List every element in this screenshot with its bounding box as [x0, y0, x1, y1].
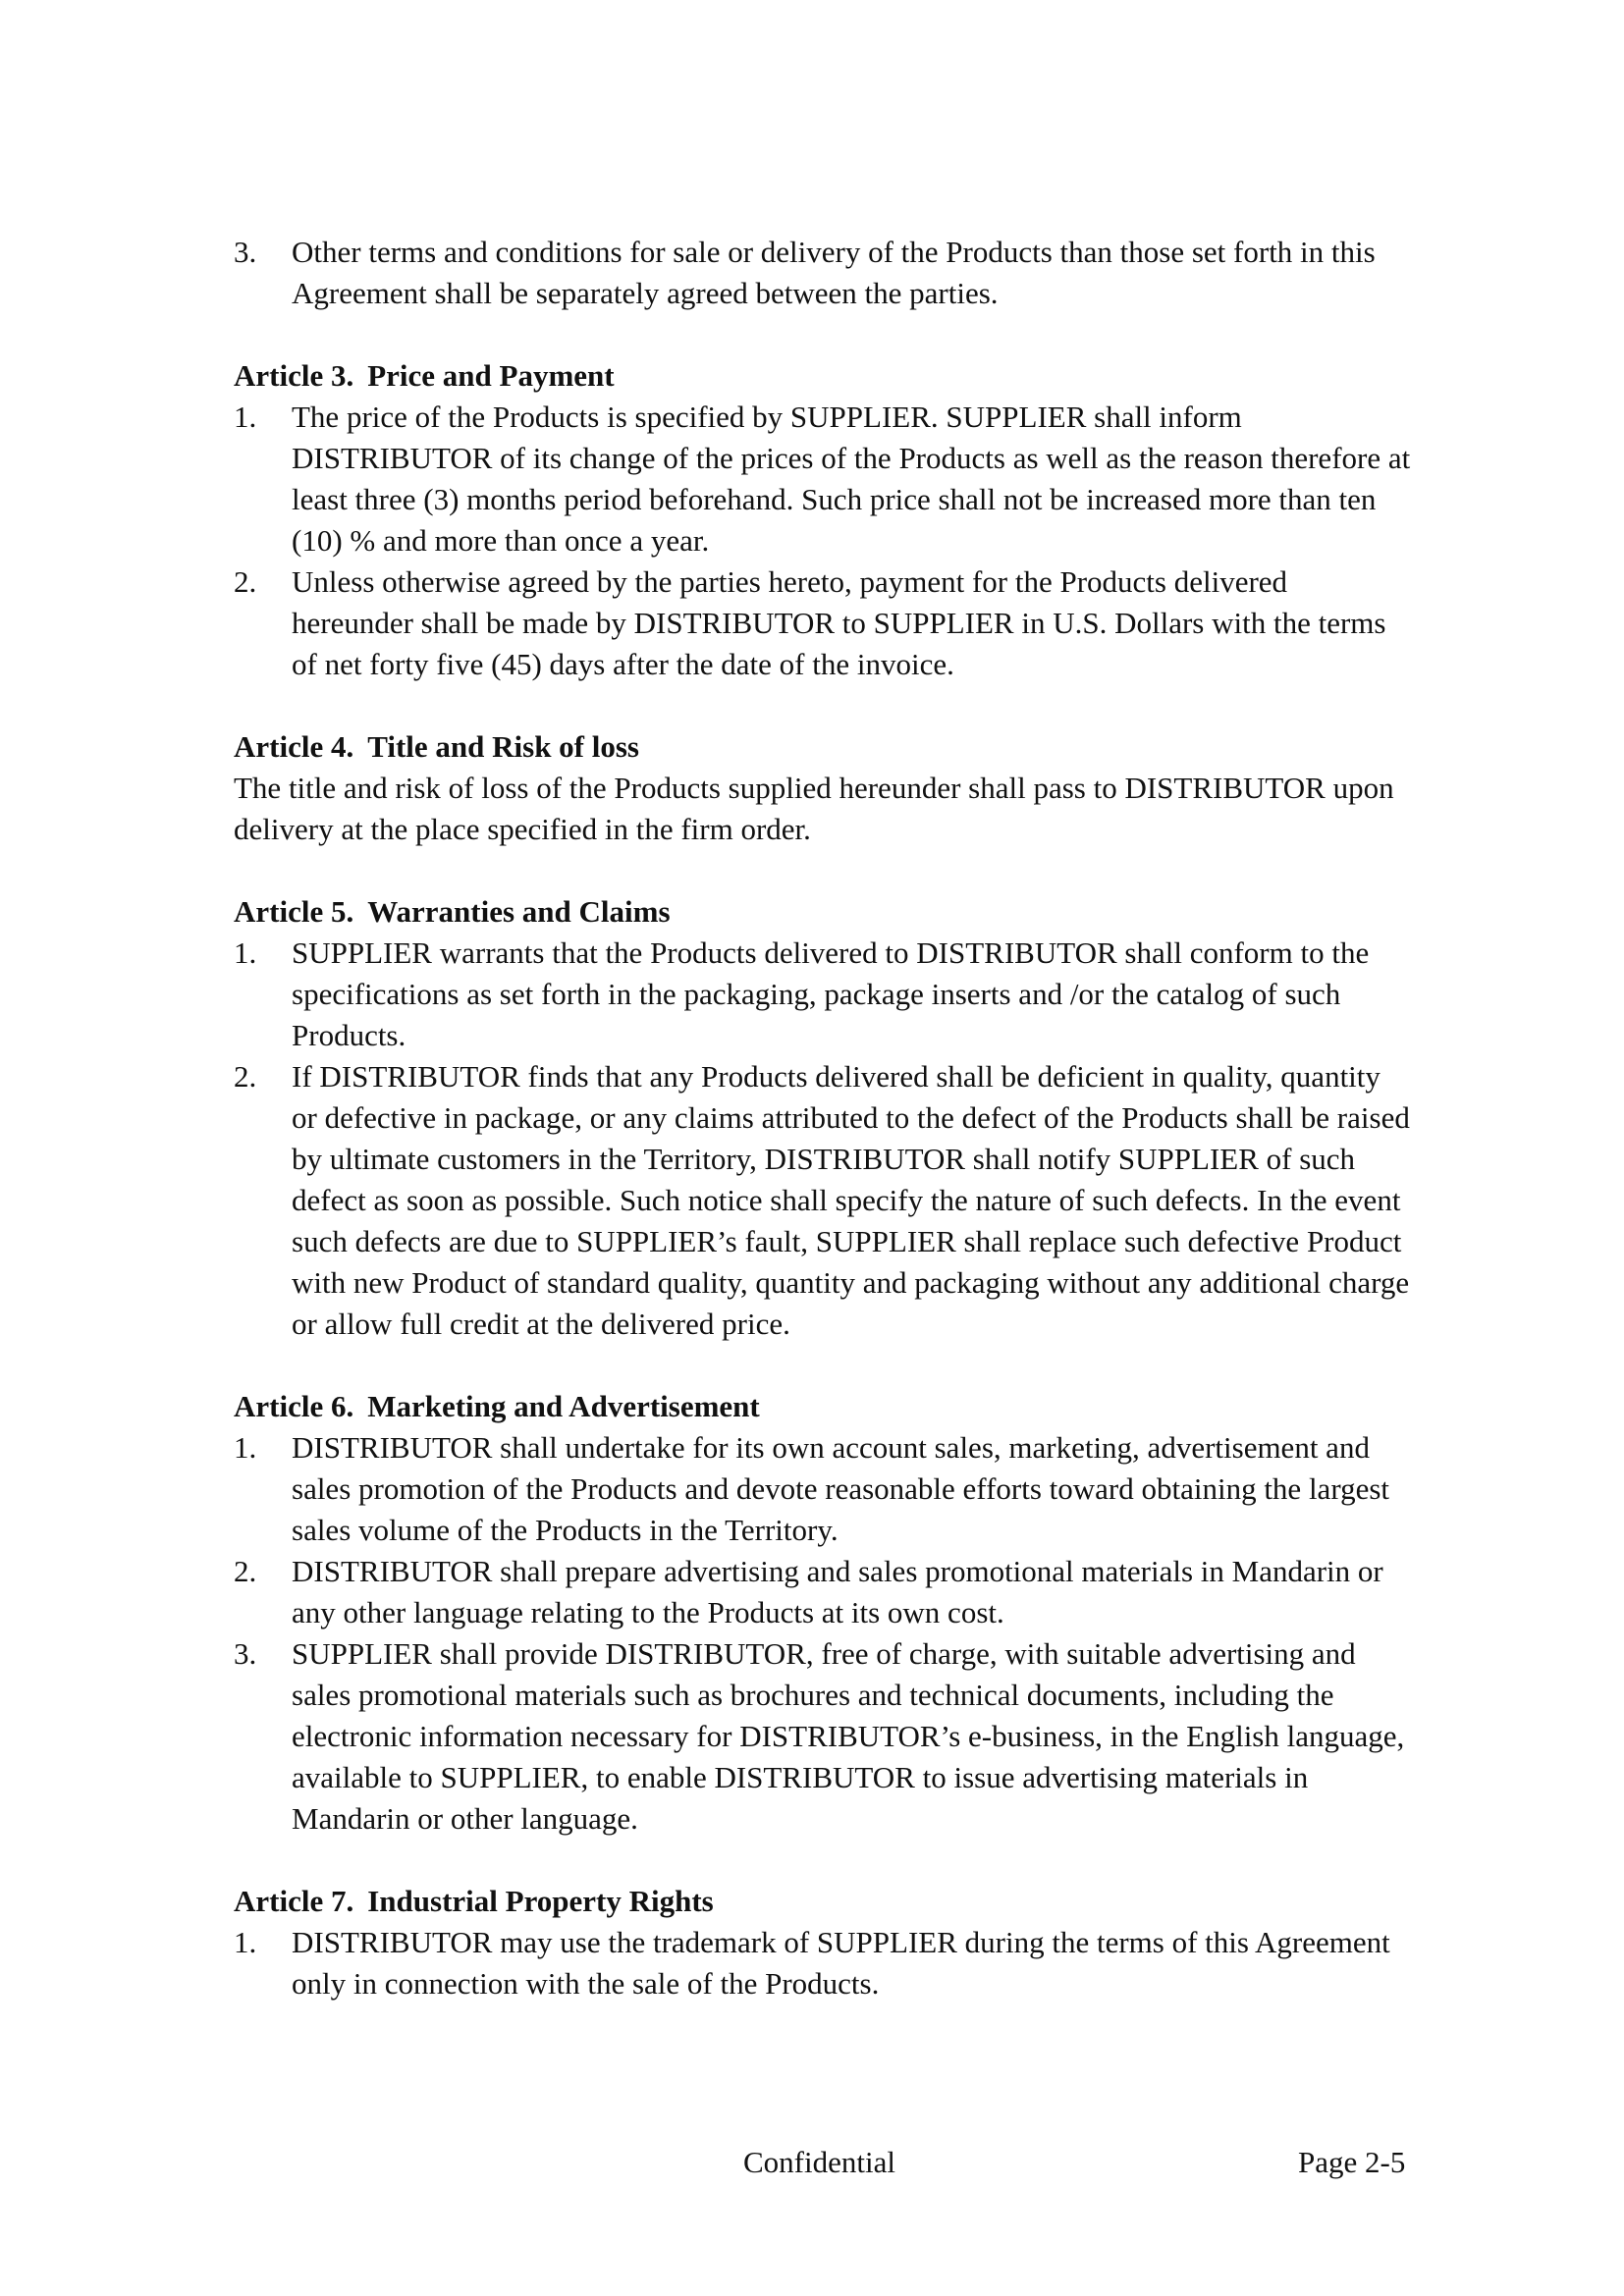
list-item — [234, 561, 1412, 685]
list-item-text: DISTRIBUTOR may use the trademark of SUPPLIER during the terms of this Agreement only in connection with the sale of the Products. — [292, 1925, 1390, 2001]
list-item-text: DISTRIBUTOR shall prepare advertising and sales promotional materials in Mandarin or any other language relating to the Products at its own cost. — [292, 1554, 1383, 1629]
list-item-number: 1. — [234, 400, 257, 434]
list-item-number: 1. — [234, 1925, 257, 1959]
list-item-number: 3. — [234, 1636, 257, 1671]
list-item-number: 2. — [234, 1554, 257, 1588]
list-item-text: Other terms and conditions for sale or delivery of the Products than those set forth in this Agreement shall be separately agreed between the parties. — [292, 235, 1376, 310]
article-number: Article 6. — [234, 1389, 354, 1423]
list-item-text: DISTRIBUTOR shall undertake for its own account sales, marketing, advertisement and sales promotion of the Products and devote reasonable efforts toward obtaining the largest sales volume of the Products in the Territory. — [292, 1430, 1390, 1547]
article-items — [234, 1427, 1412, 1840]
list-item — [234, 1922, 1412, 2004]
article-number: Article 3. — [234, 358, 354, 393]
article-3 — [234, 355, 1412, 685]
document-body — [234, 232, 1412, 2004]
article-number: Article 4. — [234, 729, 354, 764]
list-item-text: The price of the Products is specified by SUPPLIER. SUPPLIER shall inform DISTRIBUTOR of its change of the prices of the Products as well as the reason therefore at least three (3) months period beforehand. Such price shall not be increased more than ten (10) % and more than once a year. — [292, 400, 1411, 558]
article-items — [234, 1922, 1412, 2004]
list-item-text: SUPPLIER shall provide DISTRIBUTOR, free of charge, with suitable advertising and sales promotional materials such as brochures and technical documents, including the electronic information necessary for DISTRIBUTOR’s e-business, in the English language, available to SUPPLIER, to enable DISTRIBUTOR to issue advertising materials in Mandarin or other language. — [292, 1636, 1405, 1836]
article-title: Industrial Property Rights — [367, 1884, 714, 1918]
list-item-number: 1. — [234, 1430, 257, 1465]
article-paragraph: The title and risk of loss of the Products supplied hereunder shall pass to DISTRIBUTOR upon delivery at the place specified in the firm order. — [234, 771, 1394, 846]
article-7 — [234, 1881, 1412, 2004]
list-item — [234, 933, 1412, 1056]
article-heading — [234, 891, 1412, 933]
article-4 — [234, 726, 1412, 850]
article-5 — [234, 891, 1412, 1345]
list-item-number: 2. — [234, 1059, 257, 1094]
list-item — [234, 1427, 1412, 1551]
list-item-text: Unless otherwise agreed by the parties hereto, payment for the Products delivered hereunder shall be made by DISTRIBUTOR to SUPPLIER in U.S. Dollars with the terms of net forty five (45) days after the date of the invoice. — [292, 564, 1386, 681]
list-item-text: If DISTRIBUTOR finds that any Products delivered shall be deficient in quality, quantity or defective in package, or any claims attributed to the defect of the Products shall be raised by ultimate customers in the Territory, DISTRIBUTOR shall notify SUPPLIER of such defect as soon as possible. Such notice shall specify the nature of such defects. In the event such defects are due to SUPPLIER’s fault, SUPPLIER shall replace such defective Product with new Product of standard quality, quantity and packaging without any additional charge or allow full credit at the delivered price. — [292, 1059, 1410, 1341]
article-title: Warranties and Claims — [367, 894, 671, 929]
list-item-text: SUPPLIER warrants that the Products delivered to DISTRIBUTOR shall conform to the specifications as set forth in the packaging, package inserts and /or the catalog of such Products. — [292, 935, 1370, 1052]
list-item-number: 1. — [234, 935, 257, 970]
article-heading — [234, 1386, 1412, 1427]
article-title: Price and Payment — [367, 358, 615, 393]
list-item — [234, 1056, 1412, 1345]
footer-confidential: Confidential — [743, 2145, 895, 2179]
article-title: Marketing and Advertisement — [367, 1389, 760, 1423]
list-item — [234, 397, 1412, 561]
article-heading — [234, 355, 1412, 397]
article-number: Article 5. — [234, 894, 354, 929]
list-item-number: 3. — [234, 235, 257, 269]
article-items — [234, 397, 1412, 685]
intro-list — [234, 232, 1412, 314]
article-number: Article 7. — [234, 1884, 354, 1918]
article-heading — [234, 1881, 1412, 1922]
page-number: Page 2-5 — [1298, 2145, 1406, 2179]
list-item — [234, 1551, 1412, 1633]
list-item — [234, 232, 1412, 314]
article-items — [234, 933, 1412, 1345]
list-item-number: 2. — [234, 564, 257, 599]
article-heading — [234, 726, 1412, 768]
article-6 — [234, 1386, 1412, 1840]
list-item — [234, 1633, 1412, 1840]
article-title: Title and Risk of loss — [367, 729, 639, 764]
